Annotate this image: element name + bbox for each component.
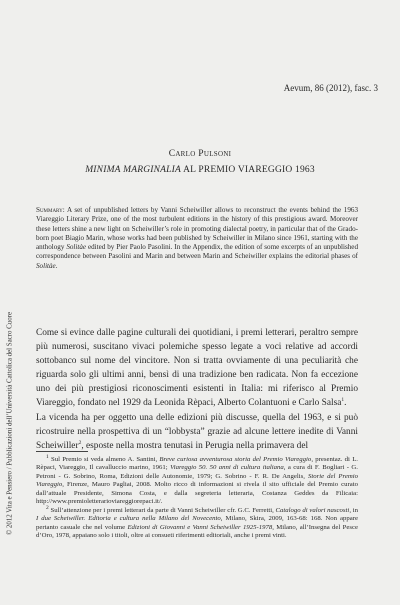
body-p2-text-b: , esposte nella mostra tenutasi in Perugia nella primavera del	[81, 440, 309, 451]
footnote-1-text-c: , a cura di F. Bogliari - G. Petroni - G. Sobrino, Roma, Edizioni delle Autonomie, 1979; G. Sobrino - F. R. De Angelis,	[36, 464, 358, 480]
footnote-ref-2: 2	[78, 439, 82, 446]
footnote-1-italic-1: Breve curiosa avventurosa storia del Premio Viareggio	[159, 456, 312, 463]
title-italic: MINIMA MARGINALIA	[85, 165, 182, 175]
footnote-1	[36, 453, 358, 507]
abstract-text-1: : A set of unpublished letters by Vanni Scheiwiller allows to reconstruct the events behind the 1963 Viareggio Literary Prize, one of the most turbulent editions in the history of this prestigious award. Moreover these letters shine a new light on Scheiwiller’s role in promoting dialectal poetry, in particular that of the Grado-born poet Biagio Marin, whose works had been published by Scheiwiller in Milano since 1961, starting with the anthology	[36, 206, 358, 252]
journal-reference: Aevum, 86 (2012), fasc. 3	[283, 83, 378, 93]
footnote-1-number: 1	[46, 453, 49, 460]
body-p1-end: .	[344, 398, 347, 409]
footnote-2-italic-1: Catalogo di valori nascosti	[275, 506, 350, 514]
footnote-1-italic-2: Viareggio 50. 50 anni di cultura italiana	[170, 464, 284, 472]
footnote-1-italic-3: Storie del Premio Viareggio	[36, 472, 358, 489]
copyright-sidebar: © 2012 Vita e Pensiero / Pubblicazioni dell’Università Cattolica del Sacro Cuore	[6, 311, 14, 536]
footnote-2-text-c: , Milano, Skira, 2009, 163-68: 168. Non appare pertanto casuale che nel volume	[36, 515, 359, 531]
body-paragraph-2	[36, 411, 358, 453]
footnote-2-text-b: , in	[349, 506, 358, 514]
article-author: Carlo Pulsoni	[168, 149, 232, 159]
abstract-text-2: edited by Pier Paolo Pasolini. In the Appendix, the edition of some excerpts of an unpublished correspondence between Pasolini and Marin and between Marin and Scheiwiller explains the editorial phases of	[36, 243, 358, 261]
body-text	[36, 326, 358, 453]
abstract-label: Summary	[36, 206, 63, 214]
footnote-1-text-a: Sul Premio si veda almeno A. Santini,	[48, 456, 160, 463]
footnote-2-number: 2	[46, 504, 49, 511]
title-rest: AL PREMIO VIAREGGIO 1963	[181, 165, 315, 175]
footnote-2-text-a: Sull’attenzione per i premi letterari da parte di Vanni Scheiwiller cfr. G.C. Ferretti,	[48, 506, 276, 514]
footnote-1-text-b: , presentaz. di L. Rèpaci, Viareggio, Il cavalluccio marino, 1961;	[36, 456, 358, 472]
body-p1-text: Come si evince dalle pagine culturali dei quotidiani, i premi letterari, peraltro sempre più numerosi, suscitano vivaci polemiche spesso legate a voci relative ad accordi sottobanco sul nome del vincitore. Non si tratta ovviamente di una peculiarità che riguarda solo gli ultimi anni, bensì di una tradizione ben radicata. Non fa eccezione uno dei più prestigiosi riconoscimenti esistenti in Italia: mi riferisco al Premio Viareggio, fondato nel 1929 da Leonida Rèpaci, Alberto Colantuoni e Carlo Salsa	[36, 328, 358, 409]
footnote-2	[36, 504, 359, 541]
footnote-1-text-d: , Firenze, Mauro Pagliai, 2008. Molto ricco di informazioni si rivela il sito ufficiale del Premio curato dall’attuale Presidente, Simona Costa, e dalla segreteria letteraria, Costanza Geddes da Filicaia: http://www.premioletterarioviareggiorepaci.it/.	[36, 481, 358, 506]
body-p2-text-a: La vicenda ha per oggetto una delle edizioni più discusse, quella del 1963, e si può ricostruire nella prospettiva di un “lobbysta” grazie ad alcune lettere inedite di Vanni Scheiwiller	[36, 412, 358, 451]
footnote-ref-1: 1	[341, 397, 345, 404]
article-title	[0, 165, 400, 175]
body-paragraph-1	[36, 326, 358, 411]
abstract-italic-2: Solitàe	[36, 261, 56, 270]
abstract-text-3: .	[55, 261, 58, 270]
footnote-rule	[36, 451, 88, 452]
abstract	[36, 206, 358, 271]
footnotes	[36, 453, 359, 541]
footnote-2-text-d: , Milano, all’Insegna del Pesce d’Oro, 1978, appaiano solo i titoli, oltre ai consueti riferimenti editoriali, anche i premi vinti.	[36, 523, 358, 540]
footnote-2-italic-3: Edizioni di Giovanni e Vanni Scheiwiller 1925-1978	[127, 523, 273, 531]
abstract-italic-1: Solitàe	[66, 243, 87, 252]
footnote-2-italic-2: I due Scheiwiller. Editoria e cultura nella Milano del Novecento	[36, 515, 221, 523]
